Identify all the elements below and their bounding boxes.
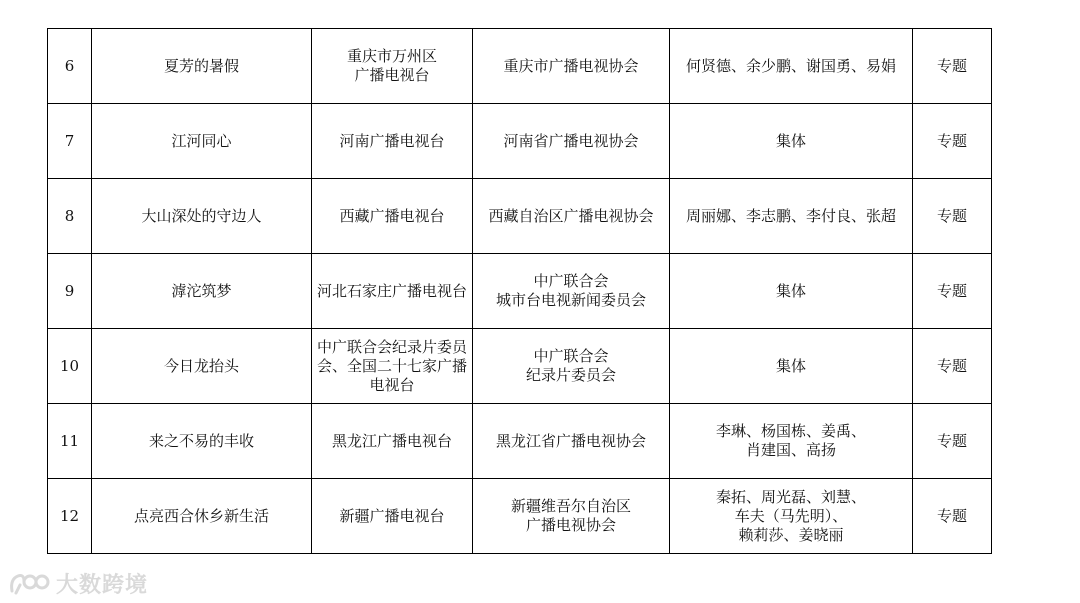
table-row xyxy=(48,404,992,479)
results-table xyxy=(47,28,992,554)
cell-title: 夏芳的暑假 xyxy=(92,29,312,104)
cell-index: 7 xyxy=(48,104,92,179)
cell-authors: 集体 xyxy=(670,104,913,179)
cell-recommender: 西藏自治区广播电视协会 xyxy=(473,179,670,254)
logo-icon xyxy=(8,571,50,597)
table-row xyxy=(48,329,992,404)
cell-authors: 周丽娜、李志鹏、李付良、张超 xyxy=(670,179,913,254)
table-row xyxy=(48,254,992,329)
cell-authors: 李琳、杨国栋、姜禹、 肖建国、高扬 xyxy=(670,404,913,479)
cell-title: 大山深处的守边人 xyxy=(92,179,312,254)
table-row xyxy=(48,104,992,179)
cell-recommender: 重庆市广播电视协会 xyxy=(473,29,670,104)
cell-index: 9 xyxy=(48,254,92,329)
cell-index: 12 xyxy=(48,479,92,554)
cell-authors: 集体 xyxy=(670,254,913,329)
cell-title: 江河同心 xyxy=(92,104,312,179)
watermark-text: 大数跨境 xyxy=(56,573,149,598)
cell-index: 6 xyxy=(48,29,92,104)
cell-recommender: 中广联合会 城市台电视新闻委员会 xyxy=(473,254,670,329)
cell-title: 今日龙抬头 xyxy=(92,329,312,404)
cell-producer: 黑龙江广播电视台 xyxy=(312,404,473,479)
cell-recommender: 中广联合会 纪录片委员会 xyxy=(473,329,670,404)
cell-category: 专题 xyxy=(913,404,992,479)
cell-producer: 中广联合会纪录片委员会、全国二十七家广播电视台 xyxy=(312,329,473,404)
watermark xyxy=(8,568,148,599)
cell-recommender: 黑龙江省广播电视协会 xyxy=(473,404,670,479)
table-row xyxy=(48,479,992,554)
cell-authors: 秦拓、周光磊、刘慧、 车夫（马先明）、 赖莉莎、姜晓丽 xyxy=(670,479,913,554)
cell-producer: 重庆市万州区 广播电视台 xyxy=(312,29,473,104)
cell-producer: 河南广播电视台 xyxy=(312,104,473,179)
cell-title: 点亮西合休乡新生活 xyxy=(92,479,312,554)
cell-producer: 河北石家庄广播电视台 xyxy=(312,254,473,329)
table-body xyxy=(48,29,992,554)
cell-index: 8 xyxy=(48,179,92,254)
cell-category: 专题 xyxy=(913,329,992,404)
cell-recommender: 河南省广播电视协会 xyxy=(473,104,670,179)
table-row xyxy=(48,179,992,254)
cell-authors: 集体 xyxy=(670,329,913,404)
cell-authors: 何贤德、余少鹏、谢国勇、易娟 xyxy=(670,29,913,104)
cell-title: 来之不易的丰收 xyxy=(92,404,312,479)
table-row xyxy=(48,29,992,104)
cell-index: 10 xyxy=(48,329,92,404)
cell-category: 专题 xyxy=(913,104,992,179)
cell-recommender: 新疆维吾尔自治区 广播电视协会 xyxy=(473,479,670,554)
cell-category: 专题 xyxy=(913,479,992,554)
cell-category: 专题 xyxy=(913,29,992,104)
cell-category: 专题 xyxy=(913,179,992,254)
cell-producer: 西藏广播电视台 xyxy=(312,179,473,254)
cell-producer: 新疆广播电视台 xyxy=(312,479,473,554)
cell-index: 11 xyxy=(48,404,92,479)
results-table-container xyxy=(47,28,991,554)
cell-category: 专题 xyxy=(913,254,992,329)
cell-title: 滹沱筑梦 xyxy=(92,254,312,329)
